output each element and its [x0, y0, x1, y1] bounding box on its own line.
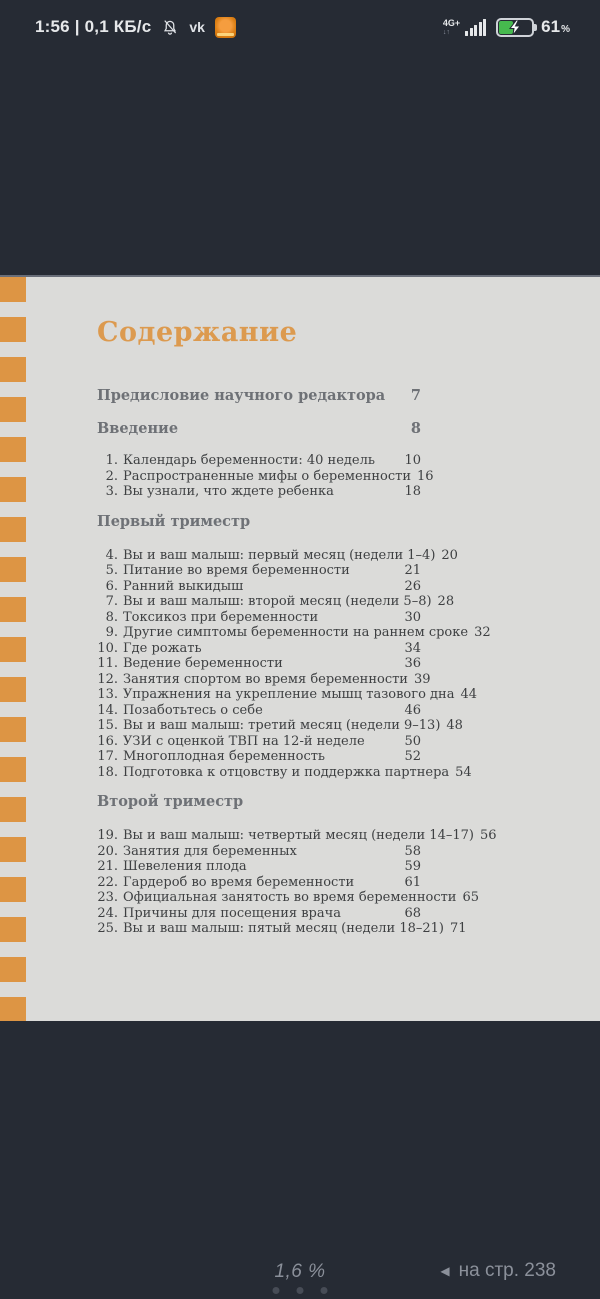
toc-item-page-number: 28	[437, 594, 455, 609]
toc-item	[97, 703, 421, 719]
toc-item	[97, 671, 431, 688]
toc-item-page-number: 56	[479, 828, 497, 843]
toc-item-label: Многоплодная беременность	[123, 749, 325, 764]
toc-item-page-number: 65	[462, 890, 480, 905]
toc-item	[97, 875, 421, 891]
toc-item-number: 14.	[97, 702, 118, 718]
thumb-tab	[0, 277, 26, 302]
toc-item-label: Распространенные мифы о беременности	[123, 468, 412, 484]
toc-section	[97, 793, 497, 937]
vk-icon: vk	[189, 19, 205, 35]
toc-item-number: 10.	[97, 640, 118, 656]
toc-item-page-number: 71	[450, 921, 467, 936]
muted-bell-icon	[161, 18, 179, 36]
toc-item-label: Календарь беременности: 40 недель	[123, 453, 375, 468]
thumb-tab	[0, 317, 26, 342]
thumb-tab	[0, 597, 26, 622]
battery-charging-icon	[496, 18, 534, 37]
toc-item-page-number: 30	[404, 609, 421, 625]
toc-item-page-number: 44	[460, 687, 477, 702]
toc-item-label: Занятия для беременных	[123, 843, 297, 859]
thumb-index-tabs	[0, 277, 26, 1021]
toc-item-label: Питание во время беременности	[123, 563, 350, 578]
toc-item-label: Официальная занятость во время беременности	[123, 890, 457, 905]
toc-item-number: 13.	[97, 687, 118, 702]
book-page[interactable]	[0, 277, 600, 1021]
toc-item	[97, 656, 421, 672]
toc-item-label: Вы и ваш малыш: третий месяц (недели 9–13)	[123, 718, 441, 733]
thumb-tab	[0, 717, 26, 742]
front-matter-page-number: 8	[410, 420, 421, 437]
toc-item	[97, 859, 421, 875]
toc-item	[97, 687, 477, 703]
toc-item	[97, 734, 421, 750]
toc-item-list	[97, 453, 434, 500]
front-matter-row	[97, 386, 421, 406]
toc-item-page-number: 34	[404, 640, 421, 656]
toc-item-page-number: 16	[417, 468, 434, 484]
toc-item-page-number: 18	[404, 484, 421, 499]
toc-item-number: 16.	[97, 733, 118, 749]
toc-item-page-number: 54	[455, 764, 472, 780]
data-transfer-arrows-icon: ↓↑	[442, 28, 450, 36]
toc-item-label: Вы и ваш малыш: пятый месяц (недели 18–21)	[123, 921, 445, 936]
toc-item	[97, 484, 421, 500]
signal-strength-icon	[465, 19, 486, 36]
toc-item-page-number: 39	[413, 671, 431, 687]
toc-item-label: Причины для посещения врача	[123, 905, 341, 921]
front-matter-label: Предисловие научного редактора	[97, 387, 386, 404]
thumb-tab	[0, 557, 26, 582]
toc-item	[97, 594, 455, 610]
toc-item-label: Токсикоз при беременности	[123, 609, 319, 625]
toc-item-label: Вы узнали, что ждете ребенка	[123, 484, 334, 499]
toc-item-number: 20.	[97, 843, 118, 859]
status-bar-right	[443, 17, 570, 37]
toc-item-number: 3.	[105, 484, 118, 499]
toc-item	[97, 718, 463, 734]
toc-item-page-number: 21	[404, 563, 421, 578]
toc-item	[97, 468, 434, 485]
toc-content	[97, 277, 497, 937]
thumb-tab	[0, 397, 26, 422]
toc-item-label: Вы и ваш малыш: четвертый месяц (недели 14–17)	[123, 828, 474, 843]
section-heading: Первый триместр	[97, 512, 251, 530]
toc-item-number: 5.	[105, 563, 118, 578]
menu-dots-icon	[273, 1287, 328, 1294]
toc-item-number: 17.	[97, 749, 118, 764]
toc-item	[97, 890, 480, 906]
toc-item-number: 12.	[97, 671, 118, 687]
reader-footer	[0, 1239, 600, 1299]
thumb-tab	[0, 997, 26, 1021]
back-to-page-link[interactable]	[440, 1260, 556, 1282]
time-and-speed-text: 1:56 | 0,1 КБ/с	[35, 17, 152, 36]
toc-item	[97, 547, 458, 564]
toc-item-number: 22.	[97, 874, 118, 890]
toc-item-list	[97, 828, 497, 937]
back-arrow-icon: ◀	[440, 1264, 450, 1278]
section-heading: Второй триместр	[97, 793, 244, 810]
toc-item	[97, 641, 421, 657]
toc-item-label: Шевеления плода	[123, 859, 247, 874]
toc-item-label: Подготовка к отцовству и поддержка партнера	[123, 764, 450, 780]
toc-item-label: Ранний выкидыш	[123, 578, 244, 594]
reading-progress: 1,6 %	[274, 1261, 326, 1282]
toc-item-page-number: 48	[446, 718, 463, 733]
front-matter-row	[97, 419, 421, 439]
thumb-tab	[0, 517, 26, 542]
back-link-label: на стр. 238	[458, 1260, 556, 1281]
toc-item-page-number: 50	[404, 733, 421, 749]
toc-item-label: Занятия спортом во время беременности	[123, 671, 408, 687]
thumb-tab	[0, 757, 26, 782]
toc-item-number: 2.	[105, 468, 118, 484]
toc-item-page-number: 20	[441, 547, 458, 563]
status-bar-left	[35, 17, 236, 38]
front-matter-page-number: 7	[410, 387, 421, 404]
toc-item-number: 6.	[105, 578, 118, 594]
toc-item	[97, 625, 491, 641]
toc-item-label: Вы и ваш малыш: второй месяц (недели 5–8)	[123, 594, 432, 609]
toc-item-number: 19.	[97, 828, 118, 843]
toc-item-number: 8.	[105, 609, 118, 625]
toc-item-number: 11.	[97, 656, 118, 671]
toc-item-page-number: 52	[404, 749, 421, 764]
toc-item	[97, 579, 421, 595]
network-type-indicator	[443, 19, 460, 36]
toc-item-number: 21.	[97, 859, 118, 874]
thumb-tab	[0, 357, 26, 382]
toc-item	[97, 610, 421, 626]
toc-item-page-number: 58	[404, 843, 421, 859]
front-matter-label: Введение	[97, 420, 179, 437]
toc-item-number: 15.	[97, 718, 118, 733]
thumb-tab	[0, 917, 26, 942]
toc-item-label: УЗИ с оценкой ТВП на 12-й неделе	[123, 733, 365, 749]
toc-item	[97, 844, 421, 860]
toc-item-number: 23.	[97, 890, 118, 905]
toc-item-number: 1.	[105, 453, 118, 468]
toc-item-label: Упражнения на укрепление мышц тазового дна	[123, 687, 455, 702]
toc-item-number: 18.	[97, 764, 118, 780]
toc-item-number: 4.	[105, 547, 118, 563]
toc-item-page-number: 32	[474, 625, 491, 640]
toc-item-number: 25.	[97, 921, 118, 936]
thumb-tab	[0, 957, 26, 982]
page-title: Содержание	[97, 317, 298, 348]
toc-item-label: Ведение беременности	[123, 656, 283, 671]
toc-item-label: Вы и ваш малыш: первый месяц (недели 1–4)	[123, 547, 436, 563]
toc-item-page-number: 10	[404, 453, 421, 468]
thumb-tab	[0, 877, 26, 902]
toc-item-list	[97, 547, 491, 781]
toc-item	[97, 764, 472, 781]
toc-item	[97, 921, 467, 937]
toc-item-label: Позаботьтесь о себе	[123, 702, 263, 718]
status-bar	[0, 0, 600, 50]
toc-item-number: 9.	[105, 625, 118, 640]
toc-item-label: Другие симптомы беременности на раннем сроке	[123, 625, 469, 640]
toc-item-page-number: 46	[404, 702, 421, 718]
toc-item	[97, 906, 421, 922]
thumb-tab	[0, 437, 26, 462]
network-4g-label: 4G+	[442, 17, 461, 28]
toc-item	[97, 749, 421, 765]
thumb-tab	[0, 477, 26, 502]
battery-percent: 61 %	[541, 17, 570, 36]
toc-item	[97, 453, 421, 469]
thumb-tab	[0, 797, 26, 822]
toc-item	[97, 828, 497, 844]
progress-wrap	[273, 1261, 328, 1294]
thumb-tab	[0, 637, 26, 662]
thumb-tab	[0, 677, 26, 702]
toc-item-number: 24.	[97, 905, 118, 921]
thumb-tab	[0, 837, 26, 862]
toc-item-page-number: 59	[404, 859, 421, 874]
toc-section	[97, 453, 434, 500]
toc-item-label: Где рожать	[123, 640, 202, 656]
toc-item-page-number: 26	[404, 578, 421, 594]
toc-sections	[97, 453, 497, 937]
toc-item-page-number: 36	[404, 656, 421, 671]
front-matter-list	[97, 386, 421, 439]
reader-app-icon	[215, 17, 236, 38]
toc-item-label: Гардероб во время беременности	[123, 874, 355, 890]
toc-item-number: 7.	[105, 594, 118, 609]
toc-item	[97, 563, 421, 579]
toc-section	[97, 512, 491, 781]
toc-item-page-number: 61	[404, 874, 421, 890]
toc-item-page-number: 68	[404, 905, 421, 921]
